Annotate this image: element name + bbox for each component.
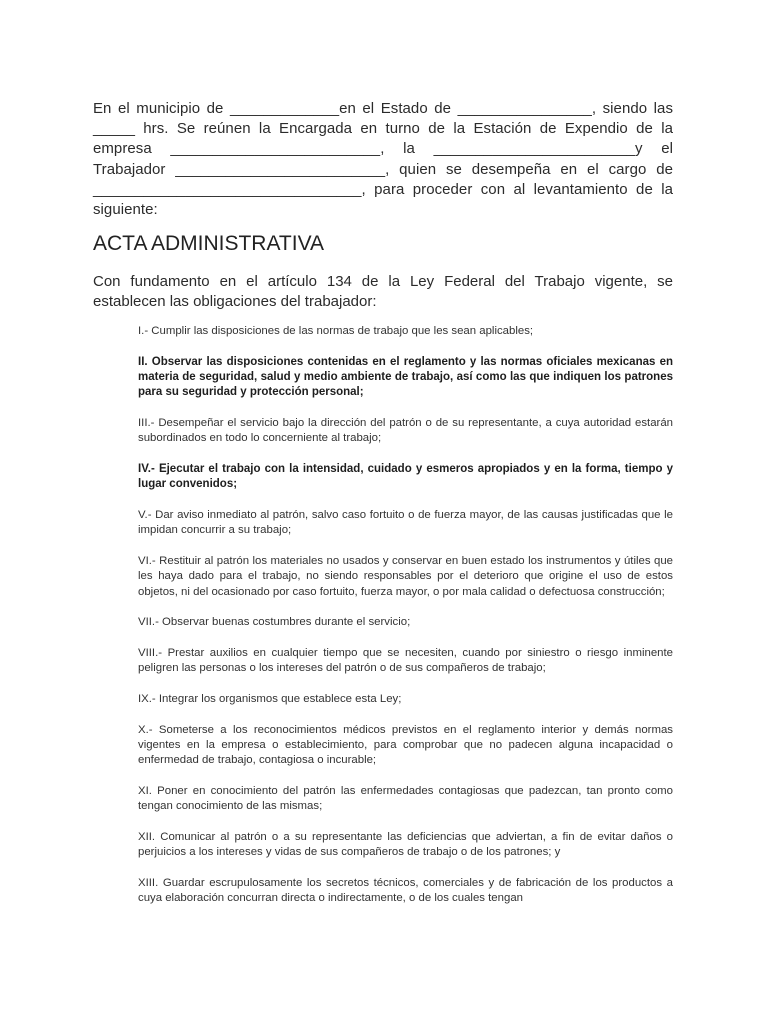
obligation-item: XIII. Guardar escrupulosamente los secretos técnicos, comerciales y de fabricación de los productos a cuya elaboración concurran directa o indirectamente, o de los cuales tengan <box>138 876 673 905</box>
obligation-item: IX.- Integrar los organismos que establece esta Ley; <box>138 692 402 705</box>
legal-basis-paragraph: Con fundamento en el artículo 134 de la Ley Federal del Trabajo vigente, se establecen las obligaciones del trabajador: <box>93 273 673 310</box>
obligation-item: VIII.- Prestar auxilios en cualquier tiempo que se necesiten, cuando por siniestro o riesgo inminente peligren las personas o los intereses del patrón o de sus compañeros de trabajo; <box>138 646 673 675</box>
obligation-item: IV.- Ejecutar el trabajo con la intensidad, cuidado y esmeros apropiados y en la forma, tiempo y lugar convenidos; <box>138 462 673 491</box>
obligation-item: VI.- Restituir al patrón los materiales no usados y conservar en buen estado los instrumentos y útiles que les haya dado para el trabajo, no siendo responsables por el deterioro que origine el uso de estos objetos, ni del ocasionado por caso fortuito, fuerza mayor, o por mala calidad o defectuosa construcción; <box>138 554 673 598</box>
obligation-item: V.- Dar aviso inmediato al patrón, salvo caso fortuito o de fuerza mayor, de las causas justificadas que le impidan concurrir a su trabajo; <box>138 508 673 537</box>
obligation-item: I.- Cumplir las disposiciones de las normas de trabajo que les sean aplicables; <box>138 325 534 337</box>
obligation-item: XI. Poner en conocimiento del patrón las enfermedades contagiosas que padezcan, tan pronto como tengan conocimiento de las mismas; <box>138 784 673 813</box>
obligation-item: XII. Comunicar al patrón o a su representante las deficiencias que adviertan, a fin de evitar daños o perjuicios a los intereses y vidas de sus compañeros de trabajo o de los patrones; y <box>138 830 673 859</box>
obligations-list <box>138 324 673 922</box>
obligation-item: III.- Desempeñar el servicio bajo la dirección del patrón o de su representante, a cuya autoridad estarán subordinados en todo lo concerniente al trabajo; <box>138 416 673 445</box>
obligation-item: VII.- Observar buenas costumbres durante el servicio; <box>138 616 411 629</box>
document-title: ACTA ADMINISTRATIVA <box>93 232 325 255</box>
obligation-item: X.- Someterse a los reconocimientos médicos previstos en el reglamento interior y demás normas vigentes en la empresa o establecimiento, para comprobar que no padecen alguna incapacidad o enfermedad de trabajo, contagiosa o incurable; <box>138 723 673 767</box>
intro-paragraph: En el municipio de _____________en el Estado de ________________, siendo las _____ hrs. Se reúnen la Encargada en turno de la Estación de Expendio de la empresa _________________________, la ________________________y el Trabajador _________________________, quien se desempeña en el cargo de ________________________________, para proceder con al levantamiento de la siguiente: <box>93 100 673 219</box>
obligation-item: II. Observar las disposiciones contenidas en el reglamento y las normas oficiales mexicanas en materia de seguridad, salud y medio ambiente de trabajo, así como las que indiquen los patrones para su seguridad y protección personal; <box>138 355 673 399</box>
